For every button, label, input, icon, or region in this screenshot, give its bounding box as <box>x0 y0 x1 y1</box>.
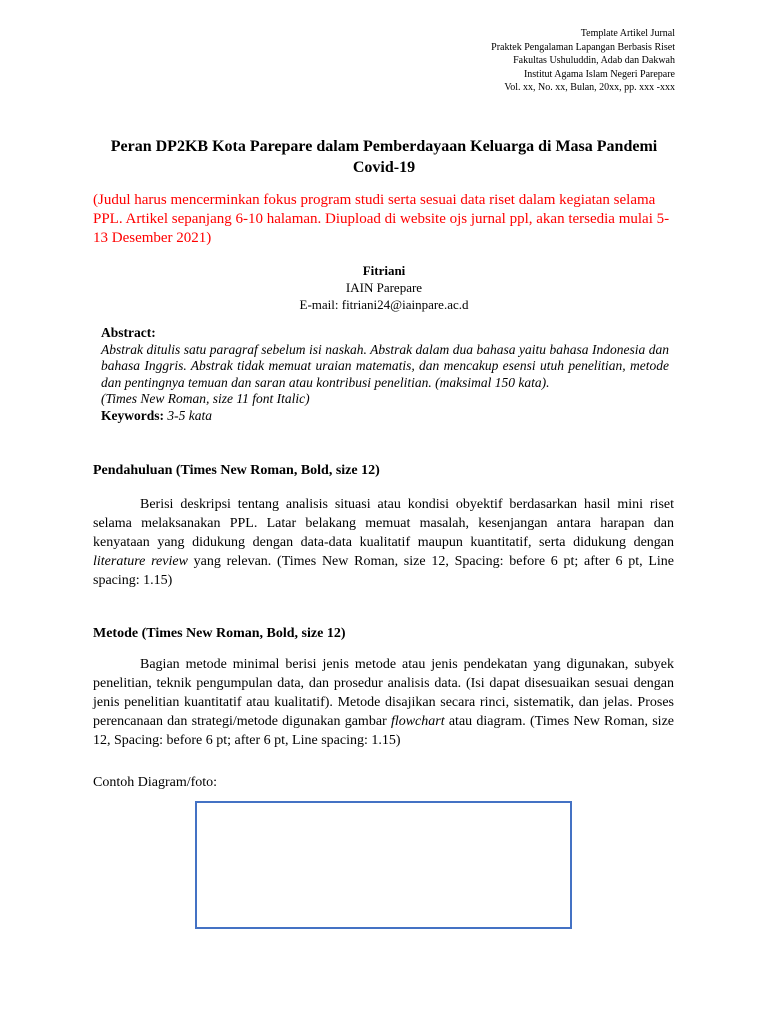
author-affiliation: IAIN Parepare <box>345 280 423 295</box>
pendahuluan-heading: Pendahuluan (Times New Roman, Bold, size 12) <box>93 463 380 478</box>
pendahuluan-text-italic: literature review <box>93 554 188 569</box>
author-block <box>96 262 672 313</box>
keywords-line <box>101 408 669 425</box>
pendahuluan-text-b: yang relevan. (Times New Roman, size 12, Spacing: before 6 pt; after 6 pt, Line spacing: 1.15) <box>93 554 674 588</box>
header-line-faculty: Fakultas Ushuluddin, Adab dan Dakwah <box>513 55 675 67</box>
abstract-heading: Abstract: <box>101 325 156 340</box>
pendahuluan-text-a: Berisi deskripsi tentang analisis situasi atau kondisi obyektif berdasarkan hasil mini riset selama melaksanakan PPL. Latar belakang memuat masalah, kesenjangan antara harapan dan kenyataan yang didukung dengan data-data kualitatif maupun kuantitatif, serta didukung dengan <box>93 497 674 550</box>
article-title: Peran DP2KB Kota Parepare dalam Pemberdayaan Keluarga di Masa Pandemi Covid-19 <box>110 138 658 176</box>
header-line-institute: Institut Agama Islam Negeri Parepare <box>523 68 675 80</box>
metode-text-b: atau diagram. (Times New Roman, size 12, Spacing: before 6 pt; after 6 pt, Line spacing: 1.15) <box>93 714 674 748</box>
diagram-placeholder-box <box>195 801 572 929</box>
metode-heading: Metode (Times New Roman, Bold, size 12) <box>93 626 346 641</box>
metode-text-a: Bagian metode minimal berisi jenis metode atau jenis pendekatan yang digunakan, subyek penelitian, teknik pengumpulan data, dan prosedur analisis data. (Isi dapat disesuaikan sesuai dengan jenis penelitian kuantitatif atau kualitatif). Metode disajikan secara rinci, sistematik, dan jelas. Proses perencanaan dan strategi/metode digunakan gambar <box>93 657 674 729</box>
abstract-block <box>101 325 669 425</box>
abstract-body: Abstrak ditulis satu paragraf sebelum isi naskah. Abstrak dalam dua bahasa yaitu bahasa Indonesia dan bahasa Inggris. Abstrak tidak memuat uraian matematis, dan mencakup esensi utuh penelitian, metode dan pentingnya temuan dan saran atau kontribusi penelitian. (maksimal 150 kata). <box>101 341 669 390</box>
header-line-volume: Vol. xx, No. xx, Bulan, 20xx, pp. xxx -xxx <box>504 82 675 94</box>
header-line-template: Template Artikel Jurnal <box>580 28 675 39</box>
pendahuluan-paragraph <box>93 495 674 590</box>
header-line-program: Praktek Pengalaman Lapangan Berbasis Riset <box>491 41 675 53</box>
keywords-value: 3-5 kata <box>167 407 212 423</box>
author-email: E-mail: fitriani24@iainpare.ac.d <box>299 297 469 312</box>
author-name: Fitriani <box>362 263 406 278</box>
metode-text-italic: flowchart <box>390 714 445 729</box>
abstract-font-note: (Times New Roman, size 11 font Italic) <box>101 391 310 407</box>
journal-header <box>491 27 675 95</box>
example-diagram-label: Contoh Diagram/foto: <box>93 775 218 790</box>
metode-paragraph <box>93 655 674 750</box>
keywords-label: Keywords: <box>101 407 164 423</box>
title-note: (Judul harus mencerminkan fokus program studi serta sesuai data riset dalam kegiatan selama PPL. Artikel sepanjang 6-10 halaman. Diupload di website ojs jurnal ppl, akan tersedia mulai 5-13 Desember 2021) <box>93 192 670 246</box>
